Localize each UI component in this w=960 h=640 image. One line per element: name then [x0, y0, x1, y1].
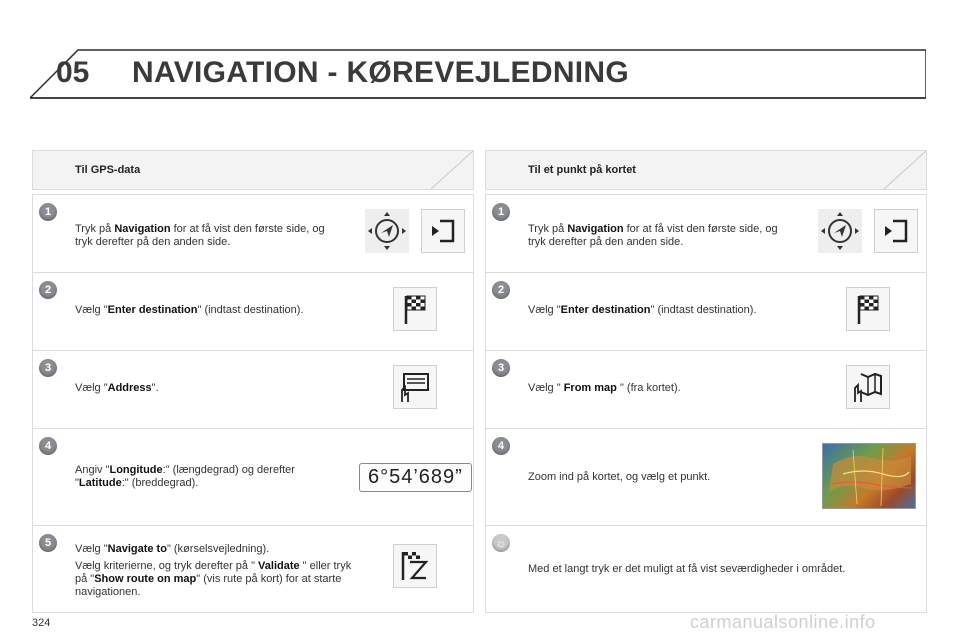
step-number: 4	[39, 437, 57, 455]
step-text: Zoom ind på kortet, og vælg et punkt.	[528, 471, 711, 483]
step-text: Vælg "Navigate to" (kørselsvejledning). Vælg kriterierne, og tryk derefter på " Validate " eller tryk på "Show route on map" (vis rute på kort) for at starte navigationen.	[75, 543, 352, 598]
step-number: 1	[39, 203, 57, 221]
column-heading-label: Til et punkt på kortet	[528, 164, 636, 176]
step-number: 4	[492, 437, 510, 455]
watermark: carmanualsonline.info	[690, 612, 876, 632]
step-2	[486, 272, 926, 350]
tip-text: Med et langt tryk er det muligt at få vist seværdigheder i området.	[528, 563, 846, 575]
next-page-icon	[421, 209, 465, 253]
navigation-dial-icon	[818, 209, 862, 253]
step-3	[486, 350, 926, 428]
step-text: Vælg "Address".	[75, 382, 159, 394]
step-number: 3	[492, 359, 510, 377]
page-number: 324	[32, 617, 51, 629]
step-4	[33, 428, 473, 525]
step-number: 1	[492, 203, 510, 221]
step-number: 5	[39, 534, 57, 552]
column-heading-label: Til GPS-data	[75, 164, 141, 176]
column-heading	[485, 150, 927, 190]
navigate-route-icon	[393, 544, 437, 588]
navigation-dial-icon	[365, 209, 409, 253]
step-number: 2	[39, 281, 57, 299]
step-1	[486, 194, 926, 272]
address-keyboard-icon	[393, 365, 437, 409]
column-heading	[32, 150, 474, 190]
step-4	[486, 428, 926, 525]
step-text: Tryk på Navigation for at få vist den første side, og tryk derefter på den anden side.	[75, 223, 325, 248]
step-text: Vælg " From map " (fra kortet).	[528, 382, 681, 394]
tip-bulb-icon: ☼	[492, 534, 510, 552]
next-page-icon	[874, 209, 918, 253]
chapter-number: 05	[56, 56, 90, 89]
step-number: 2	[492, 281, 510, 299]
step-3	[33, 350, 473, 428]
tip-row	[486, 525, 926, 612]
step-text: Vælg "Enter destination" (indtast destination).	[528, 304, 757, 316]
step-text: Angiv "Longitude:" (længdegrad) og derefter "Latitude:" (breddegrad).	[75, 464, 295, 489]
step-2	[33, 272, 473, 350]
checkered-flag-icon	[393, 287, 437, 331]
step-number: 3	[39, 359, 57, 377]
from-map-icon	[846, 365, 890, 409]
step-5	[33, 525, 473, 612]
step-text: Vælg "Enter destination" (indtast destination).	[75, 304, 304, 316]
checkered-flag-icon	[846, 287, 890, 331]
coordinate-display: 6°54’689”	[359, 463, 472, 492]
map-thumbnail	[822, 443, 916, 509]
gps-data-column	[32, 150, 474, 613]
step-1	[33, 194, 473, 272]
page-title: NAVIGATION - KØREVEJLEDNING	[132, 56, 630, 89]
map-point-column	[485, 150, 927, 613]
step-text: Tryk på Navigation for at få vist den første side, og tryk derefter på den anden side.	[528, 223, 778, 248]
